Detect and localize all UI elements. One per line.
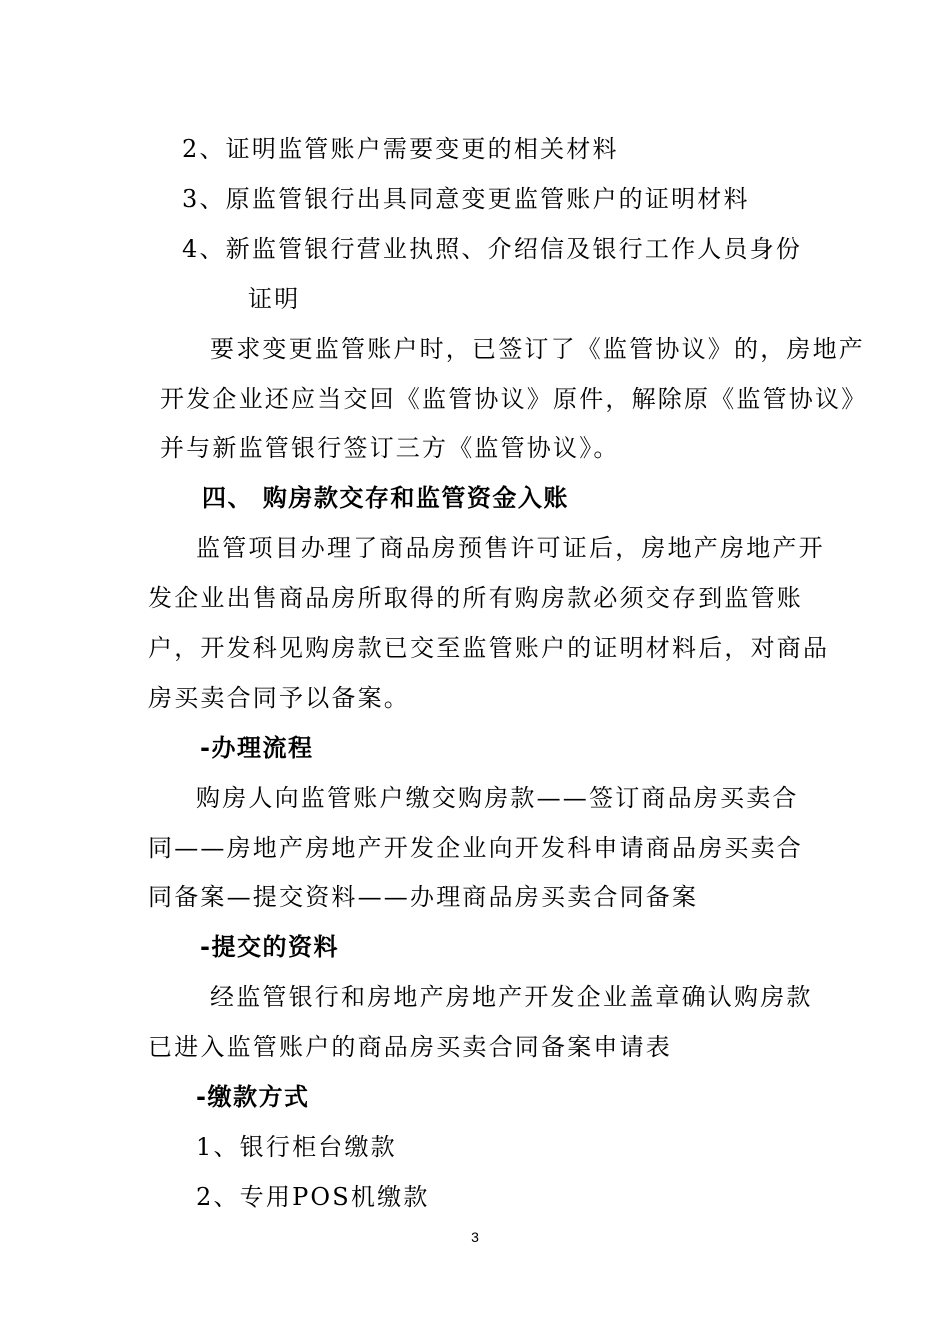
paragraph-line: 房买卖合同予以备案。	[148, 684, 410, 712]
paragraph-line: 同——房地产房地产开发企业向开发科申请商品房买卖合	[148, 834, 803, 862]
subheading-payment: -缴款方式	[196, 1083, 310, 1111]
subheading-process: -办理流程	[200, 734, 314, 762]
section-heading: 四、 购房款交存和监管资金入账	[202, 484, 569, 512]
paragraph-line: 户，开发科见购房款已交至监管账户的证明材料后，对商品	[148, 634, 830, 662]
list-item: 2、证明监管账户需要变更的相关材料	[182, 135, 619, 163]
list-item: 4、新监管银行营业执照、介绍信及银行工作人员身份	[182, 235, 803, 263]
paragraph-line: 发企业出售商品房所取得的所有购房款必须交存到监管账	[148, 584, 803, 612]
paragraph-line: 并与新监管银行签订三方《监管协议》。	[160, 434, 620, 462]
list-item: 2、专用POS机缴款	[196, 1183, 430, 1211]
paragraph-line: 监管项目办理了商品房预售许可证后，房地产房地产开	[196, 534, 825, 562]
list-item-continuation: 证明	[248, 285, 301, 313]
paragraph-line: 购房人向监管账户缴交购房款——签订商品房买卖合	[196, 784, 799, 812]
paragraph-line: 开发企业还应当交回《监管协议》原件，解除原《监管协议》	[160, 385, 868, 413]
list-item: 1、银行柜台缴款	[196, 1133, 397, 1161]
paragraph-line: 已进入监管账户的商品房买卖合同备案申请表	[148, 1033, 672, 1061]
list-item: 3、原监管银行出具同意变更监管账户的证明材料	[182, 185, 750, 213]
page-number: 3	[471, 1229, 479, 1245]
paragraph-line: 经监管银行和房地产房地产开发企业盖章确认购房款	[210, 983, 813, 1011]
paragraph-line: 要求变更监管账户时，已签订了《监管协议》的，房地产	[210, 335, 865, 363]
subheading-materials: -提交的资料	[200, 933, 339, 961]
paragraph-line: 同备案—提交资料——办理商品房买卖合同备案	[148, 883, 699, 911]
